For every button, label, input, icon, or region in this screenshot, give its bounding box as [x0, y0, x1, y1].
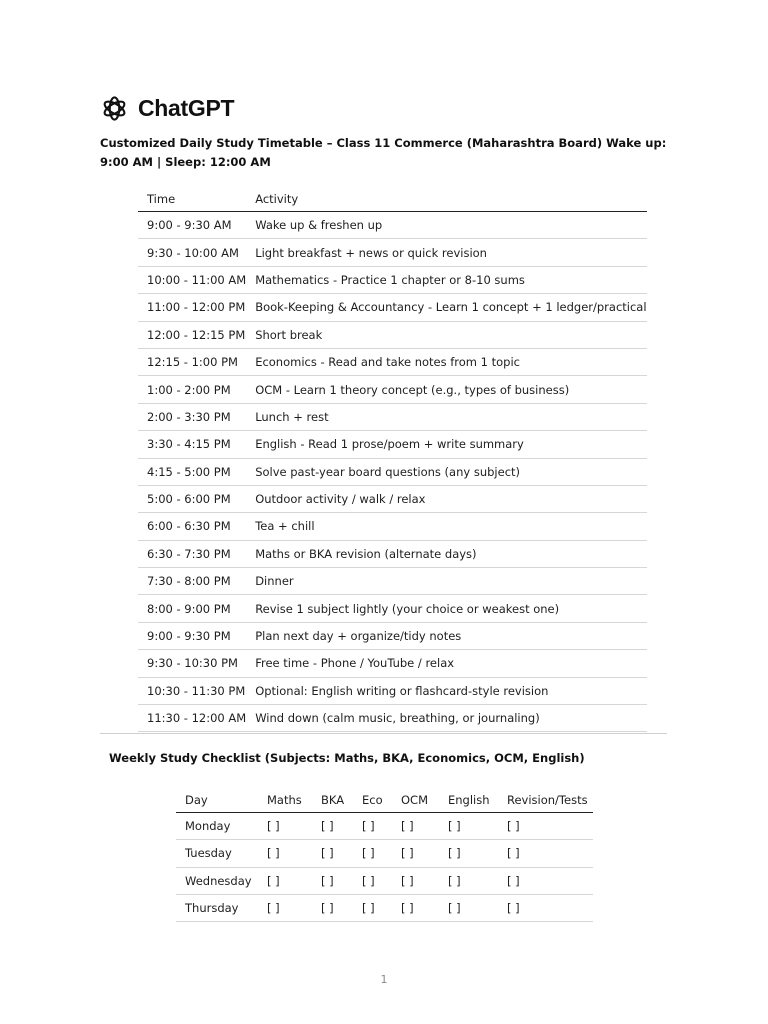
activity-cell: OCM - Learn 1 theory concept (e.g., types of business) — [246, 376, 646, 403]
time-cell: 9:00 - 9:30 PM — [138, 622, 246, 649]
checkbox-revision-tests[interactable]: [ ] — [498, 894, 593, 921]
checkbox-revision-tests[interactable]: [ ] — [498, 867, 593, 894]
checkbox-ocm[interactable]: [ ] — [392, 840, 439, 867]
time-cell: 1:00 - 2:00 PM — [138, 376, 246, 403]
weekly-checklist-table — [176, 787, 593, 922]
column-header-eco: Eco — [353, 787, 392, 813]
checkbox-english[interactable]: [ ] — [439, 840, 498, 867]
activity-cell: Free time - Phone / YouTube / relax — [246, 650, 646, 677]
activity-cell: Plan next day + organize/tidy notes — [246, 622, 646, 649]
checkbox-english[interactable]: [ ] — [439, 894, 498, 921]
checkbox-maths[interactable]: [ ] — [258, 813, 312, 840]
time-cell: 8:00 - 9:00 PM — [138, 595, 246, 622]
brand-name: ChatGPT — [138, 95, 235, 121]
checkbox-ocm[interactable]: [ ] — [392, 813, 439, 840]
table-row — [138, 513, 647, 540]
time-cell: 2:00 - 3:30 PM — [138, 403, 246, 430]
activity-cell: Maths or BKA revision (alternate days) — [246, 540, 646, 567]
page-title: Customized Daily Study Timetable – Class 11 Commerce (Maharashtra Board) Wake up: 9:00 AM | Sleep: 12:00 AM — [100, 136, 667, 169]
table-row — [176, 840, 593, 867]
table-row — [138, 458, 647, 485]
table-row — [138, 705, 647, 732]
activity-cell: Solve past-year board questions (any subject) — [246, 458, 646, 485]
table-row — [138, 294, 647, 321]
checkbox-maths[interactable]: [ ] — [258, 840, 312, 867]
checklist-header-row — [176, 787, 593, 813]
table-row — [176, 867, 593, 894]
time-cell: 7:30 - 8:00 PM — [138, 568, 246, 595]
time-cell: 3:30 - 4:15 PM — [138, 431, 246, 458]
checkbox-bka[interactable]: [ ] — [312, 894, 353, 921]
checkbox-bka[interactable]: [ ] — [312, 840, 353, 867]
table-row — [138, 650, 647, 677]
table-row — [138, 376, 647, 403]
activity-cell: Book-Keeping & Accountancy - Learn 1 concept + 1 ledger/practical — [246, 294, 646, 321]
column-header-revision-tests: Revision/Tests — [498, 787, 593, 813]
checkbox-english[interactable]: [ ] — [439, 813, 498, 840]
activity-cell: Dinner — [246, 568, 646, 595]
time-cell: 11:00 - 12:00 PM — [138, 294, 246, 321]
column-header-maths: Maths — [258, 787, 312, 813]
table-row — [138, 485, 647, 512]
checkbox-ocm[interactable]: [ ] — [392, 894, 439, 921]
activity-cell: Revise 1 subject lightly (your choice or weakest one) — [246, 595, 646, 622]
table-row — [138, 239, 647, 266]
checkbox-eco[interactable]: [ ] — [353, 894, 392, 921]
table-row — [138, 595, 647, 622]
activity-cell: Optional: English writing or flashcard-style revision — [246, 677, 646, 704]
column-header-activity: Activity — [246, 186, 646, 212]
day-cell: Thursday — [176, 894, 258, 921]
checkbox-eco[interactable]: [ ] — [353, 867, 392, 894]
day-cell: Monday — [176, 813, 258, 840]
activity-cell: Economics - Read and take notes from 1 topic — [246, 348, 646, 375]
table-row — [138, 677, 647, 704]
day-cell: Tuesday — [176, 840, 258, 867]
checkbox-bka[interactable]: [ ] — [312, 867, 353, 894]
table-row — [138, 568, 647, 595]
table-row — [138, 321, 647, 348]
checkbox-revision-tests[interactable]: [ ] — [498, 840, 593, 867]
checkbox-ocm[interactable]: [ ] — [392, 867, 439, 894]
activity-cell: Outdoor activity / walk / relax — [246, 485, 646, 512]
checklist-title: Weekly Study Checklist (Subjects: Maths, BKA, Economics, OCM, English) — [109, 751, 585, 765]
column-header-day: Day — [176, 787, 258, 813]
table-row — [176, 894, 593, 921]
activity-cell: Mathematics - Practice 1 chapter or 8-10 sums — [246, 266, 646, 293]
time-cell: 12:15 - 1:00 PM — [138, 348, 246, 375]
checkbox-eco[interactable]: [ ] — [353, 813, 392, 840]
time-cell: 6:30 - 7:30 PM — [138, 540, 246, 567]
table-row — [176, 813, 593, 840]
time-cell: 12:00 - 12:15 PM — [138, 321, 246, 348]
page-number: 1 — [380, 973, 388, 986]
activity-cell: Short break — [246, 321, 646, 348]
column-header-time: Time — [138, 186, 246, 212]
table-row — [138, 266, 647, 293]
column-header-bka: BKA — [312, 787, 353, 813]
activity-cell: Lunch + rest — [246, 403, 646, 430]
table-row — [138, 431, 647, 458]
checkbox-eco[interactable]: [ ] — [353, 840, 392, 867]
checkbox-maths[interactable]: [ ] — [258, 894, 312, 921]
table-row — [138, 348, 647, 375]
time-cell: 10:00 - 11:00 AM — [138, 266, 246, 293]
time-cell: 5:00 - 6:00 PM — [138, 485, 246, 512]
table-row — [138, 212, 647, 239]
openai-logo-icon — [100, 94, 129, 123]
timetable — [138, 186, 647, 732]
column-header-english: English — [439, 787, 498, 813]
time-cell: 10:30 - 11:30 PM — [138, 677, 246, 704]
day-cell: Wednesday — [176, 867, 258, 894]
table-row — [138, 622, 647, 649]
checkbox-bka[interactable]: [ ] — [312, 813, 353, 840]
activity-cell: Wind down (calm music, breathing, or journaling) — [246, 705, 646, 732]
time-cell: 11:30 - 12:00 AM — [138, 705, 246, 732]
time-cell: 4:15 - 5:00 PM — [138, 458, 246, 485]
checkbox-maths[interactable]: [ ] — [258, 867, 312, 894]
brand-logo — [100, 94, 234, 123]
table-row — [138, 540, 647, 567]
activity-cell: Light breakfast + news or quick revision — [246, 239, 646, 266]
activity-cell: English - Read 1 prose/poem + write summary — [246, 431, 646, 458]
column-header-ocm: OCM — [392, 787, 439, 813]
time-cell: 6:00 - 6:30 PM — [138, 513, 246, 540]
time-cell: 9:00 - 9:30 AM — [138, 212, 246, 239]
activity-cell: Tea + chill — [246, 513, 646, 540]
table-row — [138, 403, 647, 430]
activity-cell: Wake up & freshen up — [246, 212, 646, 239]
time-cell: 9:30 - 10:30 PM — [138, 650, 246, 677]
time-cell: 9:30 - 10:00 AM — [138, 239, 246, 266]
checkbox-english[interactable]: [ ] — [439, 867, 498, 894]
checkbox-revision-tests[interactable]: [ ] — [498, 813, 593, 840]
timetable-header-row — [138, 186, 647, 212]
section-divider — [100, 733, 667, 734]
